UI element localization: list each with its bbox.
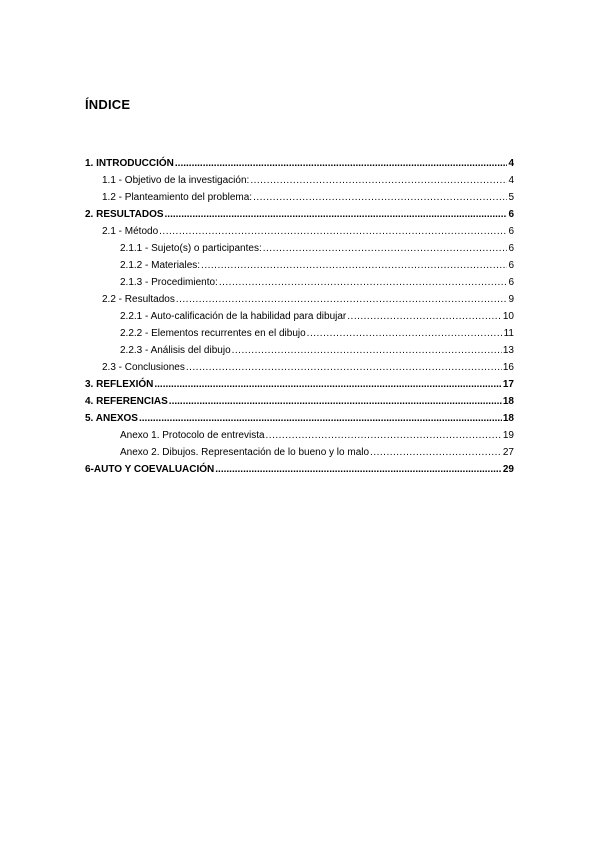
toc-entry[interactable] <box>85 325 514 342</box>
toc-entry-page-number: 6 <box>508 243 514 254</box>
toc-dot-leader <box>370 444 502 461</box>
toc-entry-title: 2.1 - Método <box>102 226 159 237</box>
toc-entry[interactable] <box>85 342 514 359</box>
toc-entry[interactable] <box>85 410 514 427</box>
toc-entry-title: 5. ANEXOS <box>85 413 138 424</box>
toc-entry-page-number: 18 <box>502 396 514 407</box>
toc-entry[interactable] <box>85 461 514 478</box>
toc-entry[interactable] <box>85 223 514 240</box>
toc-entry-page-number: 10 <box>502 311 514 322</box>
toc-dot-leader <box>165 206 508 223</box>
toc-entry-title: 2.1.2 - Materiales: <box>120 260 201 271</box>
toc-dot-leader <box>154 376 502 393</box>
toc-entry[interactable] <box>85 206 514 223</box>
toc-entry-page-number: 11 <box>503 328 514 339</box>
toc-dot-leader <box>175 155 508 172</box>
toc-dot-leader <box>232 342 502 359</box>
toc-entry[interactable] <box>85 155 514 172</box>
toc-entry-page-number: 16 <box>502 362 514 373</box>
toc-entry[interactable] <box>85 359 514 376</box>
toc-entry-title: 2.3 - Conclusiones <box>102 362 185 373</box>
toc-entry-page-number: 13 <box>502 345 514 356</box>
toc-dot-leader <box>176 291 508 308</box>
toc-entry[interactable] <box>85 427 514 444</box>
toc-entry-title: 2.2.2 - Elementos recurrentes en el dibujo <box>120 328 306 339</box>
toc-entry-page-number: 18 <box>502 413 514 424</box>
toc-entry-page-number: 6 <box>508 260 514 271</box>
toc-entry-title: 2.1.3 - Procedimiento: <box>120 277 218 288</box>
toc-dot-leader <box>347 308 502 325</box>
toc-entry-page-number: 5 <box>508 192 514 203</box>
toc-entry[interactable] <box>85 274 514 291</box>
toc-heading: ÍNDICE <box>85 97 131 112</box>
toc-entry-title: 2.2.3 - Análisis del dibujo <box>120 345 231 356</box>
toc-entry-title: 2.1.1 - Sujeto(s) o participantes: <box>120 243 262 254</box>
toc-dot-leader <box>250 172 507 189</box>
toc-entry-page-number: 6 <box>508 226 514 237</box>
toc-entry-title: 2.2 - Resultados <box>102 294 175 305</box>
toc-entry-title: 1.2 - Planteamiento del problema: <box>102 192 253 203</box>
toc-entry[interactable] <box>85 240 514 257</box>
toc-dot-leader <box>263 240 508 257</box>
toc-entry[interactable] <box>85 376 514 393</box>
toc-entry-page-number: 9 <box>508 294 514 305</box>
toc-dot-leader <box>253 189 507 206</box>
toc-entry-title: 2.2.1 - Auto-calificación de la habilidad para dibujar <box>120 311 347 322</box>
toc-entry-page-number: 6 <box>508 209 514 220</box>
toc-entry[interactable] <box>85 308 514 325</box>
toc-entry[interactable] <box>85 291 514 308</box>
toc-entry-title: 2. RESULTADOS <box>85 209 164 220</box>
toc-dot-leader <box>169 393 502 410</box>
toc-entry-title: 4. REFERENCIAS <box>85 396 168 407</box>
toc-entry[interactable] <box>85 189 514 206</box>
toc-entry[interactable] <box>85 444 514 461</box>
toc-dot-leader <box>186 359 502 376</box>
toc-entry-title: 1. INTRODUCCIÓN <box>85 158 174 169</box>
toc-entry-page-number: 4 <box>508 158 514 169</box>
toc-dot-leader <box>159 223 507 240</box>
toc-entry[interactable] <box>85 393 514 410</box>
toc-entry-page-number: 29 <box>502 464 514 475</box>
toc-entry-title: 6-AUTO Y COEVALUACIÓN <box>85 464 215 475</box>
toc-entry-title: Anexo 1. Protocolo de entrevista <box>120 430 265 441</box>
toc-entry[interactable] <box>85 172 514 189</box>
toc-entry-title: Anexo 2. Dibujos. Representación de lo bueno y lo malo <box>120 447 370 458</box>
table-of-contents <box>85 155 514 478</box>
toc-entry-page-number: 4 <box>508 175 514 186</box>
toc-entry-page-number: 27 <box>502 447 514 458</box>
toc-entry-page-number: 6 <box>508 277 514 288</box>
toc-entry[interactable] <box>85 257 514 274</box>
toc-dot-leader <box>266 427 502 444</box>
toc-dot-leader <box>139 410 502 427</box>
toc-dot-leader <box>201 257 507 274</box>
toc-entry-page-number: 17 <box>502 379 514 390</box>
toc-entry-page-number: 19 <box>502 430 514 441</box>
toc-entry-title: 3. REFLEXIÓN <box>85 379 154 390</box>
toc-dot-leader <box>215 461 502 478</box>
toc-dot-leader <box>307 325 503 342</box>
toc-entry-title: 1.1 - Objetivo de la investigación: <box>102 175 250 186</box>
toc-dot-leader <box>219 274 508 291</box>
